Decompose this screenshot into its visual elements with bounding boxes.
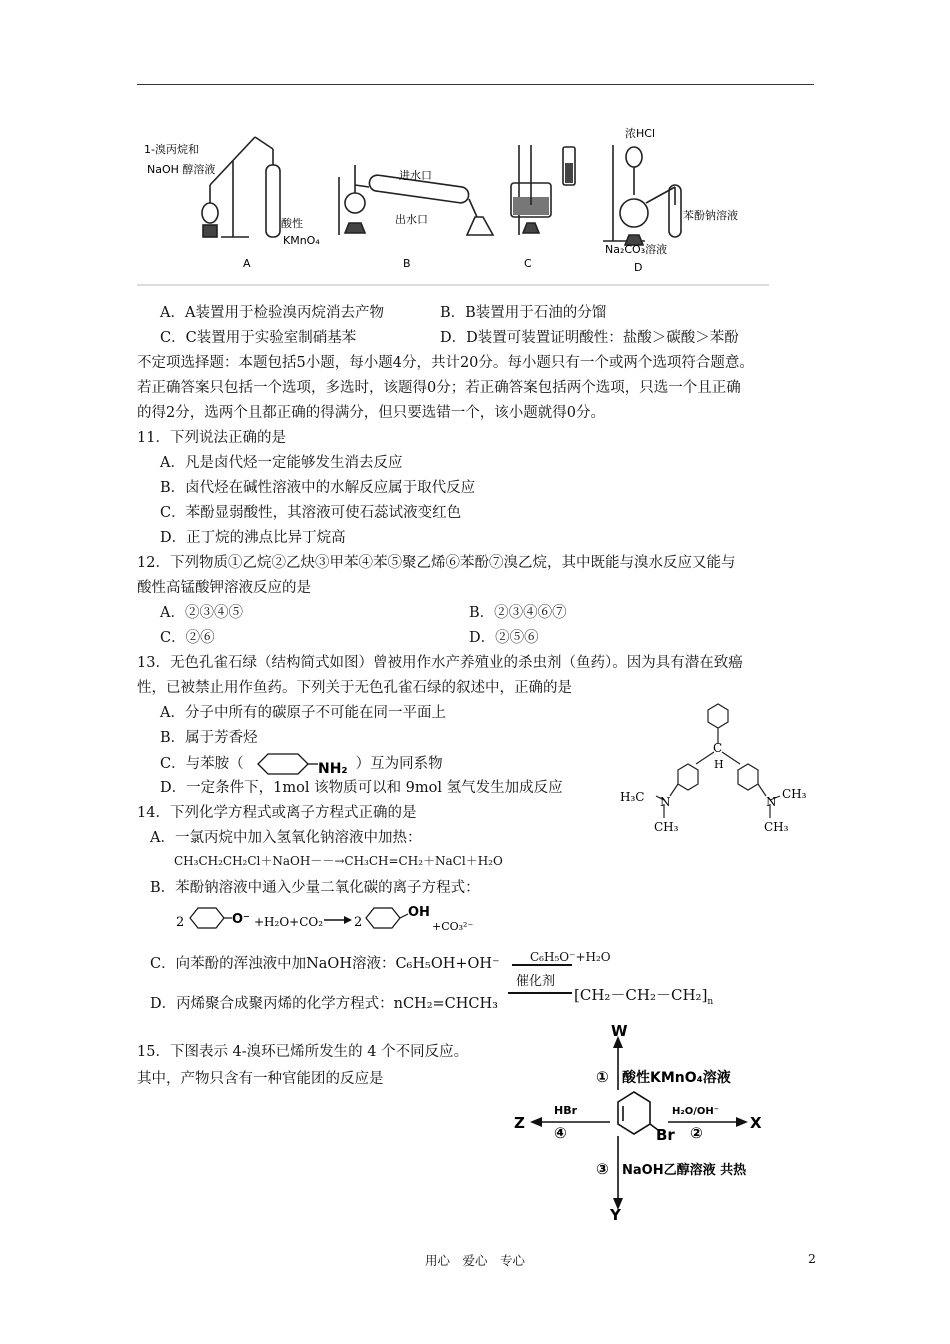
q10-option-d: D．D装置可装置证明酸性：盐酸＞碳酸＞苯酚 — [440, 330, 739, 346]
b-coef2: 2 — [354, 915, 363, 930]
q14-option-d: D．丙烯聚合成聚丙烯的化学方程式：nCH₂=CHCH₃ — [150, 996, 498, 1012]
q13-option-b: B．属于芳香烃 — [160, 730, 258, 746]
right-ch3: CH₃ — [782, 787, 807, 801]
q11-option-d: D．正丁烷的沸点比异丁烷高 — [160, 530, 346, 546]
r2-reagent: H₂O/OH⁻ — [672, 1106, 720, 1117]
q14-d-polymer: [CH₂－CH₂－CH₂] — [574, 986, 708, 1004]
malachite-green-structure — [620, 700, 820, 854]
q12-option-b: B．②③④⑥⑦ — [469, 605, 567, 621]
q13-stem-line2: 性，已被禁止用作鱼药。下列关于无色孔雀石绿的叙述中，正确的是 — [137, 680, 572, 696]
section-header-line1: 不定项选择题：本题包括5小题，每小题4分，共计20分。每小题只有一个或两个选项符合题意。 — [137, 355, 754, 371]
a-right-line1: 酸性 — [281, 217, 303, 230]
apparatus-figure — [137, 125, 769, 287]
r2-number: ② — [690, 1124, 703, 1142]
q10-option-b: B．B装置用于石油的分馏 — [440, 305, 607, 321]
left-n: N — [660, 795, 671, 809]
q12-option-c: C．②⑥ — [160, 630, 215, 646]
q14-c-product: C₆H₅O⁻+H₂O — [530, 950, 611, 964]
b-phenol-oh: OH — [408, 905, 430, 920]
product-z: Z — [514, 1114, 525, 1132]
q11-option-a: A．凡是卤代烃一定能够发生消去反应 — [160, 455, 403, 471]
b-inlet-label: 进水口 — [399, 169, 432, 182]
section-header-line3: 的得2分，选两个且都正确的得满分，但只要选错一个，该小题就得0分。 — [137, 405, 605, 421]
r4-reagent: HBr — [554, 1104, 578, 1117]
d-top-label: 浓HCl — [625, 127, 656, 140]
q14-c-text: C．向苯酚的浑浊液中加NaOH溶液：C₆H₅OH+OH⁻ — [150, 956, 500, 972]
a-reagent-line1: 1-溴丙烷和 — [144, 143, 199, 156]
q14-c-arrow — [512, 964, 572, 966]
q12-option-d: D．②⑤⑥ — [469, 630, 539, 646]
header-rule — [137, 84, 814, 85]
q14-d-n: n — [707, 997, 714, 1007]
q13-c-suffix: ）互为同系物 — [355, 756, 443, 772]
b-outlet-label: 出水口 — [395, 213, 428, 226]
bottom-left-ch3: CH₃ — [654, 820, 679, 834]
aniline-nh2: NH₂ — [317, 761, 348, 777]
q13-option-a: A．分子中所有的碳原子不可能在同一平面上 — [160, 705, 446, 721]
r4-number: ④ — [554, 1124, 567, 1142]
q11-option-c: C．苯酚显弱酸性，其溶液可使石蕊试液变红色 — [160, 505, 462, 521]
q11-stem: 11．下列说法正确的是 — [137, 430, 286, 446]
product-x: X — [750, 1114, 762, 1132]
apparatus-c-label: C — [524, 257, 532, 270]
q12-stem-line1: 12．下列物质①乙烷②乙炔③甲苯④苯⑤聚乙烯⑥苯酚⑦溴乙烷，其中既能与溴水反应又能与 — [137, 555, 736, 571]
aniline-structure — [244, 751, 356, 777]
q15-reaction-scheme — [510, 1024, 800, 1224]
section-header-line2: 若正确答案只包括一个选项，多选时，该题得0分；若正确答案包括两个选项，只选一个且正确 — [137, 380, 741, 396]
q14-stem: 14．下列化学方程式或离子方程式正确的是 — [137, 805, 417, 821]
q15-stem-line1: 15．下图表示 4-溴环已烯所发生的 4 个不同反应。 — [137, 1044, 469, 1060]
b-carbonate: +CO₃²⁻ — [432, 920, 474, 933]
apparatus-b-label: B — [403, 257, 411, 270]
a-right-line2: KMnO₄ — [283, 234, 320, 247]
q14-option-b: B．苯酚钠溶液中通入少量二氧化碳的离子方程式： — [150, 880, 480, 896]
q10-option-c: C．C装置用于实验室制硝基苯 — [160, 330, 357, 346]
q14-d-product — [574, 984, 713, 1007]
central-h: H — [714, 758, 724, 771]
b-phenoxide: O⁻ — [232, 912, 250, 927]
d-right-label: 苯酚钠溶液 — [683, 209, 738, 222]
q13-option-d: D．一定条件下，1mol 该物质可以和 9mol 氢气发生加成反应 — [160, 780, 563, 796]
bottom-right-ch3: CH₃ — [764, 820, 789, 834]
q12-option-a: A．②③④⑤ — [160, 605, 243, 621]
q14-d-arrow — [508, 992, 572, 994]
d-bottom-label: Na₂CO₃溶液 — [605, 243, 668, 256]
b-reactants: +H₂O+CO₂ — [254, 915, 324, 929]
page-number: 2 — [808, 1251, 816, 1266]
q11-option-b: B．卤代烃在碱性溶液中的水解反应属于取代反应 — [160, 480, 476, 496]
q14-d-catalyst: 催化剂 — [516, 974, 556, 989]
r1-reagent: 酸性KMnO₄溶液 — [622, 1070, 731, 1086]
q12-stem-line2: 酸性高锰酸钾溶液反应的是 — [137, 580, 311, 596]
a-reagent-line2: NaOH 醇溶液 — [147, 163, 216, 176]
bromo-substituent: Br — [656, 1126, 675, 1144]
b-coef1: 2 — [176, 915, 185, 930]
page-footer: 用心 爱心 专心 — [424, 1253, 525, 1268]
central-c: C — [713, 741, 723, 755]
r1-number: ① — [596, 1068, 609, 1086]
q14-option-c — [150, 952, 500, 973]
apparatus-d-label: D — [634, 261, 643, 274]
left-h3c: H₃C — [620, 790, 645, 804]
right-n: N — [766, 795, 777, 809]
q10-option-a: A．A装置用于检验溴丙烷消去产物 — [160, 305, 384, 321]
q13-stem-line1: 13．无色孔雀石绿（结构简式如图）曾被用作水产养殖业的杀虫剂（鱼药）。因为具有潜在致癌 — [137, 655, 743, 671]
q13-option-c — [160, 751, 443, 777]
apparatus-a-label: A — [243, 257, 251, 270]
product-w: W — [611, 1024, 628, 1040]
product-y: Y — [610, 1206, 621, 1220]
q15-stem-line2: 其中，产物只含有一种官能团的反应是 — [137, 1071, 384, 1087]
q14-b-equation — [176, 900, 496, 940]
r3-reagent: NaOH乙醇溶液 共热 — [622, 1163, 747, 1178]
q13-c-prefix: C．与苯胺（ — [160, 756, 244, 772]
q14-option-a: A．一氯丙烷中加入氢氧化钠溶液中加热： — [150, 830, 422, 846]
r3-number: ③ — [596, 1160, 609, 1178]
q14-a-equation: CH₃CH₂CH₂Cl＋NaOH－－→CH₃CH=CH₂＋NaCl＋H₂O — [174, 854, 503, 868]
